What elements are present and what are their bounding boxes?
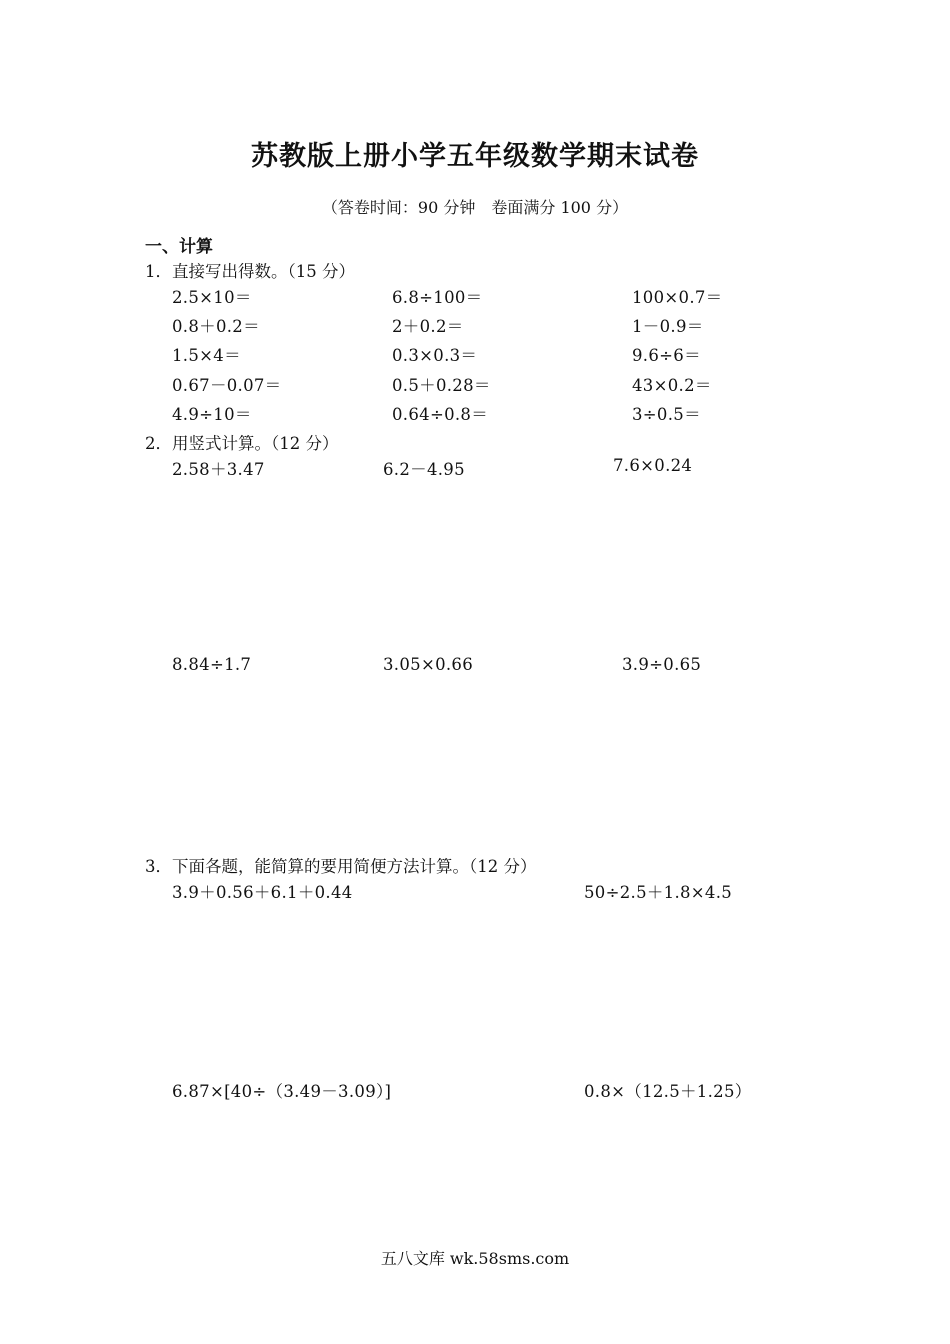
question-1-label: 1．直接写出得数。（15 分） xyxy=(145,262,355,281)
q3-item: 3.9＋0.56＋6.1＋0.44 xyxy=(172,883,353,902)
q1-item: 0.64÷0.8＝ xyxy=(392,405,489,424)
q1-item: 0.3×0.3＝ xyxy=(392,346,478,365)
exam-info: （答卷时间：90 分钟 卷面满分 100 分） xyxy=(321,198,629,217)
question-3-label: 3．下面各题，能简算的要用简便方法计算。（12 分） xyxy=(145,857,537,876)
question-2-label: 2．用竖式计算。（12 分） xyxy=(145,434,339,453)
footer-watermark: 五八文库 wk.58sms.com xyxy=(380,1249,570,1268)
q2-item: 7.6×0.24 xyxy=(613,456,693,475)
q2-item: 2.58＋3.47 xyxy=(172,460,265,479)
q3-item: 0.8×（12.5＋1.25） xyxy=(584,1082,752,1101)
q3-item: 50÷2.5＋1.8×4.5 xyxy=(584,883,733,902)
q1-item: 2.5×10＝ xyxy=(172,288,252,307)
q1-item: 1－0.9＝ xyxy=(632,317,704,336)
q1-item: 2＋0.2＝ xyxy=(392,317,464,336)
q1-item: 0.67－0.07＝ xyxy=(172,376,282,395)
q2-item: 3.9÷0.65 xyxy=(622,655,702,674)
q1-item: 9.6÷6＝ xyxy=(632,346,701,365)
q1-item: 3÷0.5＝ xyxy=(632,405,701,424)
q1-item: 43×0.2＝ xyxy=(632,376,712,395)
section-heading-calculation: 一、计算 xyxy=(145,237,213,257)
q3-item: 6.87×[40÷（3.49－3.09）] xyxy=(172,1082,392,1101)
q1-item: 100×0.7＝ xyxy=(632,288,723,307)
q2-item: 6.2－4.95 xyxy=(383,460,465,479)
page-title: 苏教版上册小学五年级数学期末试卷 xyxy=(251,141,699,172)
q2-item: 3.05×0.66 xyxy=(383,655,474,674)
q1-item: 0.5＋0.28＝ xyxy=(392,376,491,395)
q1-item: 0.8＋0.2＝ xyxy=(172,317,260,336)
q2-item: 8.84÷1.7 xyxy=(172,655,252,674)
q1-item: 1.5×4＝ xyxy=(172,346,241,365)
q1-item: 6.8÷100＝ xyxy=(392,288,483,307)
q1-item: 4.9÷10＝ xyxy=(172,405,252,424)
